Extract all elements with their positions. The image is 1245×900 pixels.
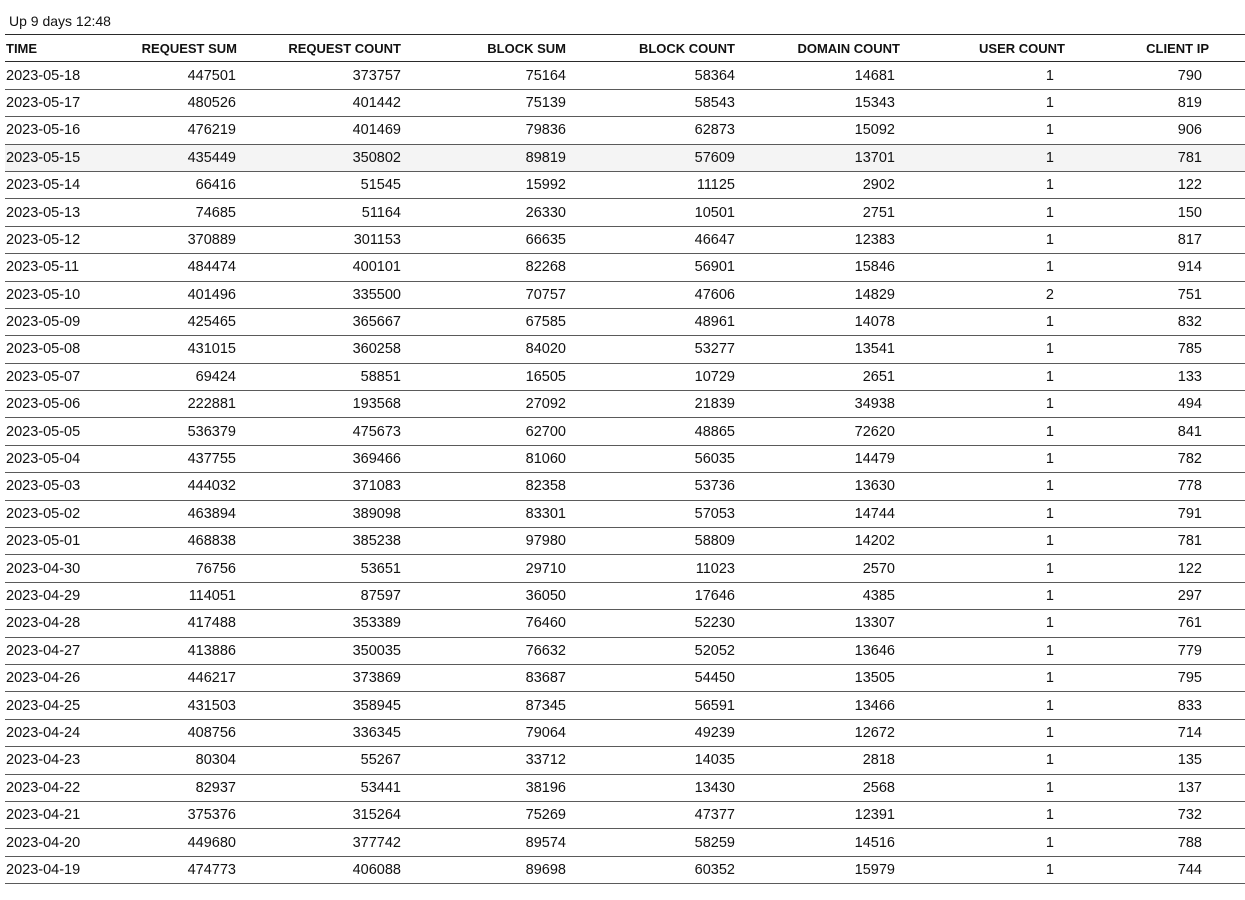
column-header-block-count: BLOCK COUNT [638, 40, 735, 56]
table-row [5, 62, 1245, 89]
cell-time: 2023-05-08 [6, 341, 81, 358]
cell-domain-count: 13505 [854, 670, 895, 687]
cell-client-ip: 494 [1177, 396, 1202, 413]
cell-user-count: 1 [1045, 861, 1054, 878]
cell-block-sum: 81060 [525, 451, 566, 468]
cell-domain-count: 14744 [854, 505, 895, 522]
cell-domain-count: 15343 [854, 94, 895, 111]
cell-request-sum: 417488 [187, 615, 236, 632]
cell-user-count: 1 [1045, 560, 1054, 577]
cell-client-ip: 819 [1177, 94, 1202, 111]
table-row [5, 665, 1245, 692]
cell-block-sum: 89698 [525, 861, 566, 878]
cell-block-count: 58809 [694, 533, 735, 550]
cell-block-sum: 79836 [525, 122, 566, 139]
cell-request-sum: 447501 [187, 67, 236, 84]
cell-block-sum: 70757 [525, 286, 566, 303]
cell-user-count: 1 [1045, 533, 1054, 550]
cell-request-sum: 431503 [187, 697, 236, 714]
cell-domain-count: 14479 [854, 451, 895, 468]
cell-domain-count: 14681 [854, 67, 895, 84]
uptime-status: Up 9 days 12:48 [9, 13, 111, 29]
cell-request-sum: 435449 [187, 149, 236, 166]
cell-client-ip: 714 [1177, 724, 1202, 741]
cell-domain-count: 2568 [862, 779, 895, 796]
cell-domain-count: 12391 [854, 807, 895, 824]
cell-user-count: 1 [1045, 368, 1054, 385]
cell-client-ip: 744 [1177, 861, 1202, 878]
cell-request-count: 365667 [352, 314, 401, 331]
cell-block-sum: 62700 [525, 423, 566, 440]
cell-block-sum: 97980 [525, 533, 566, 550]
cell-user-count: 1 [1045, 423, 1054, 440]
cell-client-ip: 135 [1177, 752, 1202, 769]
cell-block-sum: 29710 [525, 560, 566, 577]
cell-request-sum: 446217 [187, 670, 236, 687]
cell-domain-count: 13701 [854, 149, 895, 166]
table-row [5, 418, 1245, 445]
cell-user-count: 1 [1045, 314, 1054, 331]
cell-domain-count: 14202 [854, 533, 895, 550]
cell-client-ip: 782 [1177, 451, 1202, 468]
cell-request-count: 385238 [352, 533, 401, 550]
cell-time: 2023-04-26 [6, 670, 81, 687]
cell-block-count: 13430 [694, 779, 735, 796]
cell-user-count: 1 [1045, 615, 1054, 632]
table-row [5, 364, 1245, 391]
cell-request-count: 87597 [360, 588, 401, 604]
cell-client-ip: 122 [1177, 560, 1202, 577]
cell-block-sum: 75269 [525, 807, 566, 824]
cell-domain-count: 12383 [854, 231, 895, 248]
cell-block-sum: 79064 [525, 724, 566, 741]
cell-domain-count: 2651 [862, 368, 895, 385]
cell-block-count: 21839 [694, 396, 735, 413]
cell-time: 2023-04-30 [6, 560, 81, 577]
cell-domain-count: 13466 [854, 697, 895, 714]
cell-time: 2023-05-06 [6, 396, 81, 413]
cell-request-count: 358945 [352, 697, 401, 714]
table-row [5, 199, 1245, 226]
cell-block-sum: 75139 [525, 94, 566, 111]
table-row [5, 555, 1245, 582]
cell-client-ip: 781 [1177, 533, 1202, 550]
cell-user-count: 1 [1045, 396, 1054, 413]
cell-block-count: 58543 [694, 94, 735, 111]
cell-block-count: 46647 [694, 231, 735, 248]
cell-request-sum: 425465 [187, 314, 236, 331]
cell-time: 2023-05-07 [6, 368, 81, 385]
table-row [5, 145, 1245, 172]
cell-client-ip: 122 [1177, 177, 1202, 194]
cell-request-sum: 463894 [187, 505, 236, 522]
cell-client-ip: 732 [1177, 807, 1202, 824]
cell-request-count: 373869 [352, 670, 401, 687]
cell-time: 2023-05-17 [6, 94, 81, 111]
cell-block-count: 49239 [694, 724, 735, 741]
cell-request-sum: 222881 [187, 396, 236, 413]
cell-block-count: 17646 [694, 588, 735, 604]
cell-time: 2023-05-16 [6, 122, 81, 139]
cell-block-count: 14035 [694, 752, 735, 769]
cell-time: 2023-04-23 [6, 752, 81, 769]
cell-block-count: 57609 [694, 149, 735, 166]
cell-client-ip: 761 [1177, 615, 1202, 632]
cell-domain-count: 2902 [862, 177, 895, 194]
cell-time: 2023-05-11 [6, 259, 80, 276]
cell-request-count: 377742 [352, 834, 401, 851]
cell-request-count: 301153 [353, 231, 401, 248]
cell-user-count: 1 [1045, 177, 1054, 194]
cell-domain-count: 13646 [854, 642, 895, 659]
cell-time: 2023-05-09 [6, 314, 81, 331]
table-row [5, 254, 1245, 281]
cell-request-count: 55267 [360, 752, 401, 769]
column-header-domain-count: DOMAIN COUNT [797, 40, 900, 56]
cell-request-sum: 66416 [195, 177, 236, 194]
cell-block-count: 10501 [694, 204, 735, 221]
table-row [5, 720, 1245, 747]
column-header-user-count: USER COUNT [979, 40, 1065, 56]
table-row [5, 117, 1245, 144]
table-row [5, 282, 1245, 309]
cell-request-sum: 74685 [195, 204, 236, 221]
cell-time: 2023-05-15 [6, 149, 81, 166]
cell-user-count: 1 [1045, 259, 1054, 276]
cell-request-sum: 536379 [187, 423, 236, 440]
cell-request-count: 335500 [352, 286, 401, 303]
cell-block-count: 53736 [694, 478, 735, 495]
cell-time: 2023-05-04 [6, 451, 81, 468]
table-row [5, 336, 1245, 363]
cell-time: 2023-04-21 [6, 807, 81, 824]
cell-client-ip: 817 [1177, 231, 1202, 248]
table-header-row [5, 35, 1245, 62]
cell-request-sum: 437755 [187, 451, 236, 468]
cell-block-count: 11125 [696, 177, 735, 194]
cell-block-sum: 33712 [525, 752, 566, 769]
cell-request-sum: 468838 [187, 533, 236, 550]
cell-user-count: 2 [1045, 286, 1054, 303]
cell-request-count: 58851 [360, 368, 401, 385]
cell-time: 2023-04-25 [6, 697, 81, 714]
cell-block-sum: 83301 [525, 505, 566, 522]
cell-user-count: 1 [1045, 204, 1054, 221]
cell-time: 2023-05-03 [6, 478, 81, 495]
cell-request-count: 193568 [352, 396, 401, 413]
cell-block-count: 57053 [694, 505, 735, 522]
cell-block-sum: 89819 [525, 149, 566, 166]
cell-user-count: 1 [1045, 752, 1054, 769]
cell-block-count: 56901 [694, 259, 735, 276]
stats-table [5, 34, 1245, 884]
cell-client-ip: 785 [1177, 341, 1202, 358]
cell-domain-count: 34938 [854, 396, 895, 413]
cell-time: 2023-04-29 [6, 588, 81, 604]
cell-block-count: 60352 [694, 861, 735, 878]
cell-client-ip: 133 [1177, 368, 1202, 385]
cell-user-count: 1 [1045, 670, 1054, 687]
cell-request-count: 406088 [352, 861, 401, 878]
table-row [5, 227, 1245, 254]
cell-domain-count: 72620 [854, 423, 895, 440]
cell-block-count: 48961 [694, 314, 735, 331]
cell-block-count: 58364 [694, 67, 735, 84]
cell-user-count: 1 [1045, 642, 1054, 659]
cell-client-ip: 137 [1177, 779, 1202, 796]
table-row [5, 391, 1245, 418]
cell-domain-count: 4385 [862, 588, 895, 604]
cell-user-count: 1 [1045, 505, 1054, 522]
cell-block-sum: 26330 [525, 204, 566, 221]
cell-block-sum: 82268 [525, 259, 566, 276]
cell-client-ip: 791 [1177, 505, 1202, 522]
cell-time: 2023-05-01 [6, 533, 81, 550]
cell-request-count: 400101 [352, 259, 401, 276]
cell-block-count: 53277 [694, 341, 735, 358]
column-header-time: TIME [6, 40, 38, 56]
cell-client-ip: 795 [1177, 670, 1202, 687]
cell-block-sum: 38196 [525, 779, 566, 796]
cell-user-count: 1 [1045, 67, 1054, 84]
cell-user-count: 1 [1045, 478, 1054, 495]
cell-client-ip: 788 [1177, 834, 1202, 851]
table-row [5, 90, 1245, 117]
cell-request-sum: 82937 [195, 779, 236, 796]
cell-block-count: 11023 [695, 560, 735, 577]
table-row [5, 446, 1245, 473]
cell-domain-count: 14516 [854, 834, 895, 851]
cell-client-ip: 751 [1177, 286, 1202, 303]
table-row [5, 501, 1245, 528]
cell-request-sum: 474773 [187, 861, 236, 878]
cell-user-count: 1 [1045, 588, 1054, 604]
cell-request-sum: 484474 [187, 259, 236, 276]
cell-request-sum: 370889 [187, 231, 236, 248]
cell-request-sum: 449680 [187, 834, 236, 851]
cell-block-sum: 75164 [525, 67, 566, 84]
cell-block-count: 54450 [694, 670, 735, 687]
cell-block-count: 48865 [694, 423, 735, 440]
cell-domain-count: 13541 [854, 341, 895, 358]
cell-request-count: 353389 [352, 615, 401, 632]
cell-block-count: 56591 [694, 697, 735, 714]
cell-client-ip: 778 [1177, 478, 1202, 495]
table-row [5, 857, 1245, 884]
cell-client-ip: 841 [1177, 423, 1202, 440]
cell-request-count: 350802 [352, 149, 401, 166]
cell-client-ip: 906 [1177, 122, 1202, 139]
cell-time: 2023-04-20 [6, 834, 81, 851]
table-row [5, 692, 1245, 719]
cell-request-count: 371083 [352, 478, 401, 495]
cell-time: 2023-05-02 [6, 505, 81, 522]
cell-user-count: 1 [1045, 122, 1054, 139]
cell-request-sum: 69424 [195, 368, 236, 385]
cell-block-count: 56035 [694, 451, 735, 468]
cell-block-sum: 15992 [525, 177, 566, 194]
cell-user-count: 1 [1045, 231, 1054, 248]
table-row [5, 747, 1245, 774]
cell-domain-count: 2818 [862, 752, 895, 769]
cell-user-count: 1 [1045, 341, 1054, 358]
cell-time: 2023-05-18 [6, 67, 81, 84]
cell-block-count: 10729 [694, 368, 735, 385]
cell-time: 2023-04-22 [6, 779, 81, 796]
cell-time: 2023-04-27 [6, 642, 81, 659]
cell-request-sum: 76756 [195, 560, 236, 577]
cell-block-count: 47606 [694, 286, 735, 303]
cell-client-ip: 833 [1177, 697, 1202, 714]
cell-domain-count: 15092 [854, 122, 895, 139]
cell-domain-count: 13630 [854, 478, 895, 495]
cell-domain-count: 12672 [854, 724, 895, 741]
cell-domain-count: 13307 [854, 615, 895, 632]
cell-user-count: 1 [1045, 451, 1054, 468]
table-row [5, 638, 1245, 665]
cell-block-sum: 36050 [525, 588, 566, 604]
column-header-request-count: REQUEST COUNT [288, 40, 401, 56]
cell-client-ip: 779 [1177, 642, 1202, 659]
cell-user-count: 1 [1045, 807, 1054, 824]
cell-request-sum: 114051 [188, 588, 236, 604]
cell-request-count: 360258 [352, 341, 401, 358]
cell-block-count: 58259 [694, 834, 735, 851]
table-row [5, 802, 1245, 829]
cell-request-count: 51164 [361, 204, 401, 221]
cell-block-count: 52052 [694, 642, 735, 659]
cell-client-ip: 150 [1177, 204, 1202, 221]
cell-time: 2023-04-24 [6, 724, 81, 741]
cell-request-count: 401442 [352, 94, 401, 111]
cell-request-sum: 444032 [187, 478, 236, 495]
cell-user-count: 1 [1045, 834, 1054, 851]
cell-block-sum: 84020 [525, 341, 566, 358]
cell-request-count: 53441 [360, 779, 401, 796]
cell-request-count: 315264 [352, 807, 401, 824]
cell-block-sum: 76460 [525, 615, 566, 632]
cell-user-count: 1 [1045, 94, 1054, 111]
cell-time: 2023-04-28 [6, 615, 81, 632]
cell-request-count: 53651 [360, 560, 401, 577]
cell-time: 2023-05-10 [6, 286, 81, 303]
cell-request-count: 51545 [360, 177, 401, 194]
cell-time: 2023-05-12 [6, 231, 81, 248]
cell-client-ip: 832 [1177, 314, 1202, 331]
cell-domain-count: 2570 [862, 560, 895, 577]
cell-request-sum: 80304 [195, 752, 236, 769]
column-header-block-sum: BLOCK SUM [487, 40, 566, 56]
cell-block-count: 62873 [694, 122, 735, 139]
cell-request-sum: 480526 [187, 94, 236, 111]
cell-request-count: 373757 [352, 67, 401, 84]
cell-time: 2023-05-13 [6, 204, 81, 221]
table-body [5, 62, 1245, 884]
table-row [5, 583, 1245, 610]
cell-request-sum: 408756 [187, 724, 236, 741]
cell-request-sum: 413886 [187, 642, 236, 659]
cell-request-sum: 431015 [187, 341, 236, 358]
table-row [5, 528, 1245, 555]
cell-request-count: 336345 [352, 724, 401, 741]
cell-time: 2023-05-14 [6, 177, 81, 194]
cell-request-count: 475673 [352, 423, 401, 440]
cell-domain-count: 2751 [862, 204, 895, 221]
column-header-request-sum: REQUEST SUM [141, 40, 237, 56]
cell-block-count: 52230 [694, 615, 735, 632]
cell-block-sum: 16505 [525, 368, 566, 385]
cell-user-count: 1 [1045, 779, 1054, 796]
cell-domain-count: 15846 [854, 259, 895, 276]
cell-block-sum: 67585 [525, 314, 566, 331]
table-row [5, 172, 1245, 199]
cell-client-ip: 297 [1177, 588, 1202, 604]
cell-client-ip: 914 [1177, 259, 1202, 276]
cell-domain-count: 14078 [854, 314, 895, 331]
table-row [5, 610, 1245, 637]
cell-block-sum: 82358 [525, 478, 566, 495]
column-header-client-ip: CLIENT IP [1146, 40, 1209, 56]
table-row [5, 775, 1245, 802]
cell-client-ip: 781 [1177, 149, 1202, 166]
cell-request-count: 350035 [352, 642, 401, 659]
cell-block-sum: 89574 [525, 834, 566, 851]
cell-request-count: 389098 [352, 505, 401, 522]
cell-block-sum: 83687 [525, 670, 566, 687]
cell-block-sum: 87345 [525, 697, 566, 714]
cell-time: 2023-05-05 [6, 423, 81, 440]
table-row [5, 309, 1245, 336]
cell-request-sum: 375376 [187, 807, 236, 824]
cell-block-sum: 27092 [525, 396, 566, 413]
table-row [5, 829, 1245, 856]
cell-user-count: 1 [1045, 697, 1054, 714]
cell-domain-count: 15979 [854, 861, 895, 878]
cell-time: 2023-04-19 [6, 861, 81, 878]
table-row [5, 473, 1245, 500]
cell-request-sum: 476219 [187, 122, 236, 139]
cell-block-sum: 66635 [525, 231, 566, 248]
cell-request-count: 401469 [352, 122, 401, 139]
cell-user-count: 1 [1045, 724, 1054, 741]
cell-user-count: 1 [1045, 149, 1054, 166]
cell-request-sum: 401496 [187, 286, 236, 303]
cell-block-count: 47377 [694, 807, 735, 824]
cell-client-ip: 790 [1177, 67, 1202, 84]
cell-domain-count: 14829 [854, 286, 895, 303]
cell-request-count: 369466 [352, 451, 401, 468]
cell-block-sum: 76632 [525, 642, 566, 659]
